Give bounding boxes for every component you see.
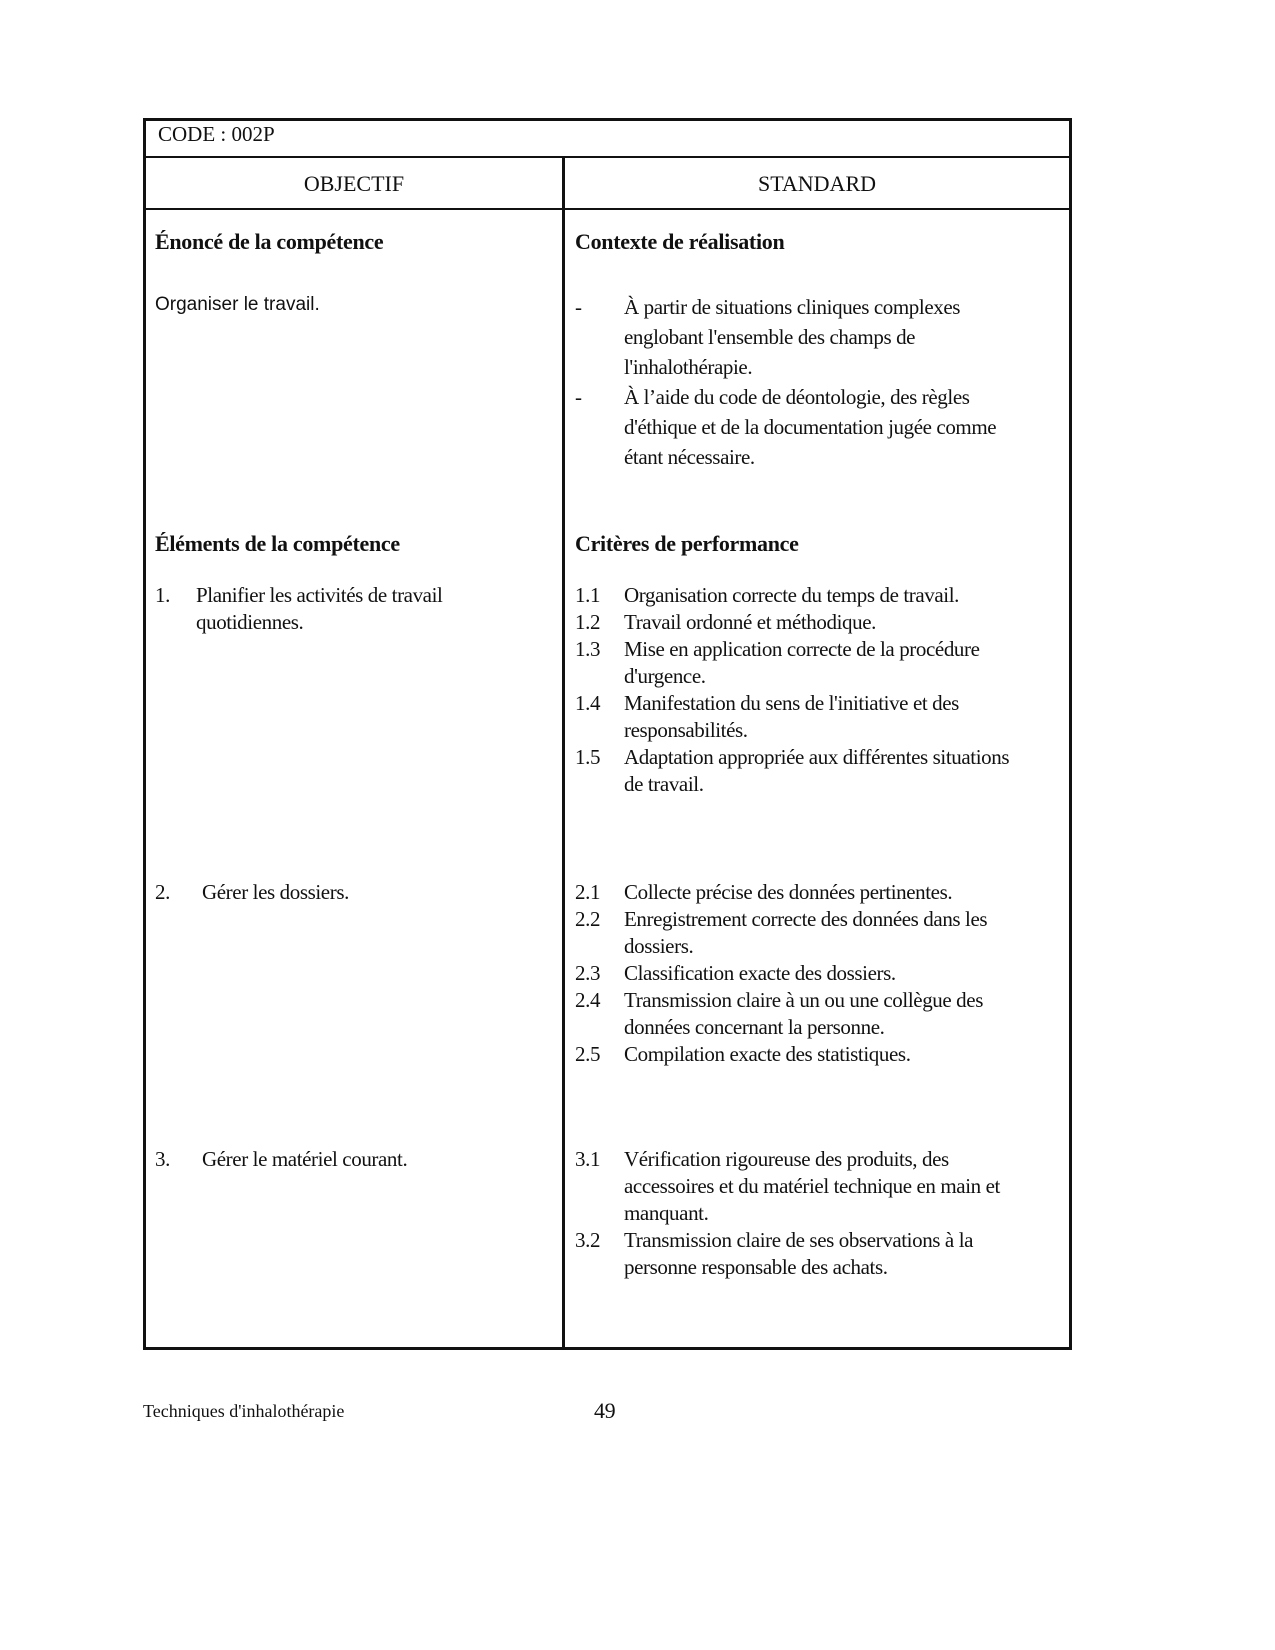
- criterion-line: [575, 663, 1055, 690]
- bullet: [575, 442, 624, 472]
- line-text: Compilation exacte des statistiques.: [624, 1042, 911, 1066]
- line-text: manquant.: [624, 1201, 709, 1225]
- criterion-line: [575, 771, 1055, 798]
- criteria-list: [575, 1146, 1055, 1281]
- enonce-title: Énoncé de la compétence: [155, 229, 384, 254]
- footer-title: Techniques d'inhalothérapie: [143, 1401, 345, 1421]
- criterion-line: [575, 1014, 1055, 1041]
- criterion-line: [575, 879, 1055, 906]
- line-text: À l’aide du code de déontologie, des règles: [624, 385, 970, 409]
- line-text: englobant l'ensemble des champs de: [624, 325, 916, 349]
- criterion-number: 1.4: [575, 691, 601, 715]
- criterion-line: [575, 960, 1055, 987]
- criterion-line: [575, 690, 1055, 717]
- criterion-line: [575, 1227, 1055, 1254]
- criterion-number: 1.1: [575, 583, 601, 607]
- line-text: étant nécessaire.: [624, 445, 755, 469]
- line-text: Organisation correcte du temps de travail.: [624, 583, 960, 607]
- line-text: d'urgence.: [624, 664, 706, 688]
- element-number: 3.: [155, 1147, 170, 1171]
- element-line: [155, 582, 555, 609]
- line-text: Manifestation du sens de l'initiative et des: [624, 691, 959, 715]
- line-text: Adaptation appropriée aux différentes situations: [624, 745, 1010, 769]
- element-item: [155, 879, 555, 906]
- element-item: [155, 1146, 555, 1173]
- criterion-line: [575, 582, 1055, 609]
- criterion-number: 3.2: [575, 1228, 601, 1252]
- criteria-list: [575, 879, 1055, 1068]
- enonce-text: Organiser le travail.: [155, 294, 320, 315]
- criterion-line: [575, 636, 1055, 663]
- criterion-number: [575, 1014, 624, 1041]
- line-text: quotidiennes.: [196, 610, 304, 634]
- criterion-line: [575, 609, 1055, 636]
- column-divider: [562, 158, 565, 1347]
- element-number: 1.: [155, 583, 170, 607]
- line-text: accessoires et du matériel technique en main et: [624, 1174, 1000, 1198]
- line-text: Transmission claire à un ou une collègue des: [624, 988, 983, 1012]
- criteria-list: [575, 582, 1055, 798]
- criterion-line: [575, 987, 1055, 1014]
- line-text: d'éthique et de la documentation jugée comme: [624, 415, 997, 439]
- criteres-title: Critères de performance: [575, 531, 799, 556]
- bullet: [575, 412, 624, 442]
- line-text: données concernant la personne.: [624, 1015, 885, 1039]
- line-text: de travail.: [624, 772, 704, 796]
- line-text: Classification exacte des dossiers.: [624, 961, 896, 985]
- criterion-number: [575, 1200, 624, 1227]
- line-text: Collecte précise des données pertinentes.: [624, 880, 953, 904]
- line-text: Enregistrement correcte des données dans les: [624, 907, 988, 931]
- line-text: Planifier les activités de travail: [196, 583, 443, 607]
- bullet: [575, 352, 624, 382]
- bullet: -: [575, 385, 582, 409]
- element-item: [155, 582, 555, 636]
- code-label: CODE : 002P: [158, 122, 275, 146]
- criterion-number: [575, 1173, 624, 1200]
- criterion-number: [575, 663, 624, 690]
- element-line: [155, 879, 555, 906]
- criterion-number: 1.5: [575, 745, 601, 769]
- criterion-number: [575, 717, 624, 744]
- element-number: [155, 609, 196, 636]
- element-line: [155, 609, 555, 636]
- criterion-number: 2.4: [575, 988, 601, 1012]
- line-text: Transmission claire de ses observations à la: [624, 1228, 974, 1252]
- criterion-number: 1.2: [575, 610, 601, 634]
- criterion-line: [575, 1041, 1055, 1068]
- contexte-list: [575, 292, 1055, 472]
- line-text: Vérification rigoureuse des produits, des: [624, 1147, 949, 1171]
- line-text: Mise en application correcte de la procédure: [624, 637, 980, 661]
- criterion-number: 2.5: [575, 1042, 601, 1066]
- elements-title: Éléments de la compétence: [155, 531, 400, 556]
- criterion-number: 3.1: [575, 1147, 601, 1171]
- line-text: l'inhalothérapie.: [624, 355, 753, 379]
- criterion-line: [575, 933, 1055, 960]
- criterion-number: 2.2: [575, 907, 601, 931]
- line-text: Gérer le matériel courant.: [202, 1147, 408, 1171]
- criterion-line: [575, 1200, 1055, 1227]
- criterion-line: [575, 717, 1055, 744]
- criterion-number: [575, 771, 624, 798]
- bullet: -: [575, 295, 582, 319]
- line-text: Travail ordonné et méthodique.: [624, 610, 877, 634]
- contexte-line: [575, 352, 1055, 382]
- contexte-line: [575, 292, 1055, 322]
- criterion-number: [575, 933, 624, 960]
- line-text: personne responsable des achats.: [624, 1255, 888, 1279]
- contexte-line: [575, 322, 1055, 352]
- line-text: dossiers.: [624, 934, 694, 958]
- criterion-number: [575, 1254, 624, 1281]
- contexte-line: [575, 382, 1055, 412]
- header-objectif: OBJECTIF: [303, 171, 405, 196]
- element-line: [155, 1146, 555, 1173]
- criterion-line: [575, 1173, 1055, 1200]
- criterion-line: [575, 744, 1055, 771]
- page-number: 49: [594, 1398, 616, 1423]
- contexte-line: [575, 442, 1055, 472]
- line-text: responsabilités.: [624, 718, 748, 742]
- contexte-line: [575, 412, 1055, 442]
- contexte-title: Contexte de réalisation: [575, 229, 785, 254]
- criterion-number: 2.1: [575, 880, 601, 904]
- criterion-line: [575, 1146, 1055, 1173]
- line-text: À partir de situations cliniques complexes: [624, 295, 961, 319]
- criterion-number: 1.3: [575, 637, 601, 661]
- element-number: 2.: [155, 880, 170, 904]
- divider: [146, 156, 1069, 158]
- header-standard: STANDARD: [757, 171, 877, 196]
- line-text: Gérer les dossiers.: [202, 880, 349, 904]
- criterion-line: [575, 906, 1055, 933]
- criterion-number: 2.3: [575, 961, 601, 985]
- criterion-line: [575, 1254, 1055, 1281]
- divider: [146, 208, 1069, 210]
- bullet: [575, 322, 624, 352]
